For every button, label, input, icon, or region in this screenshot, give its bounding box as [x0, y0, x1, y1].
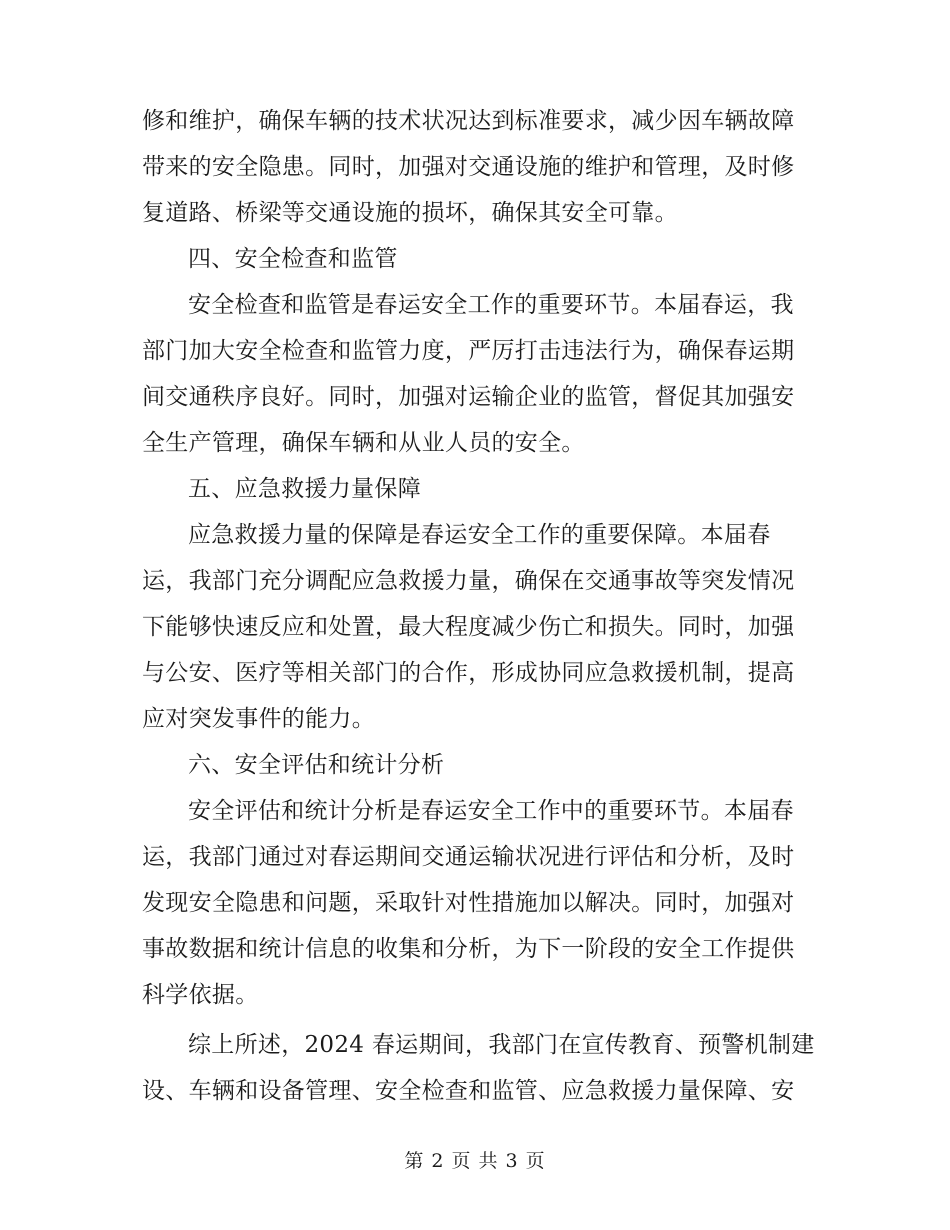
paragraph-line: 科学依据。: [142, 982, 259, 1008]
paragraph-line: 运，我部门充分调配应急救援力量，确保在交通事故等突发情况: [142, 568, 795, 594]
section-heading-4: 四、安全检查和监管: [188, 246, 398, 272]
paragraph-line: 运，我部门通过对春运期间交通运输状况进行评估和分析，及时: [142, 844, 795, 870]
page-body: [142, 98, 815, 1114]
page-number-footer: 第 2 页 共 3 页: [404, 1150, 546, 1172]
paragraph-line: 应急救援力量的保障是春运安全工作的重要保障。本届春: [188, 522, 771, 548]
summary-line: 综上所述，2024 春运期间，我部门在宣传教育、预警机制建: [188, 1032, 815, 1058]
paragraph-line: 下能够快速反应和处置，最大程度减少伤亡和损失。同时，加强: [142, 614, 795, 640]
paragraph-line: 事故数据和统计信息的收集和分析，为下一阶段的安全工作提供: [142, 936, 795, 962]
paragraph-line: 发现安全隐患和问题，采取针对性措施加以解决。同时，加强对: [142, 890, 795, 916]
paragraph-line: 修和维护，确保车辆的技术状况达到标准要求，减少因车辆故障: [142, 108, 795, 134]
paragraph-line: 应对突发事件的能力。: [142, 706, 375, 732]
paragraph-line: 带来的安全隐患。同时，加强对交通设施的维护和管理，及时修: [142, 154, 795, 180]
paragraph-line: 全生产管理，确保车辆和从业人员的安全。: [142, 430, 585, 456]
section-heading-5: 五、应急救援力量保障: [188, 476, 421, 502]
paragraph-line: 部门加大安全检查和监管力度，严厉打击违法行为，确保春运期: [142, 338, 795, 364]
paragraph-line: 安全检查和监管是春运安全工作的重要环节。本届春运，我: [188, 292, 794, 318]
summary-line: 设、车辆和设备管理、安全检查和监管、应急救援力量保障、安: [142, 1078, 795, 1104]
paragraph-line: 与公安、医疗等相关部门的合作，形成协同应急救援机制，提高: [142, 660, 795, 686]
paragraph-line: 安全评估和统计分析是春运安全工作中的重要环节。本届春: [188, 798, 794, 824]
paragraph-line: 间交通秩序良好。同时，加强对运输企业的监管，督促其加强安: [142, 384, 795, 410]
paragraph-line: 复道路、桥梁等交通设施的损坏，确保其安全可靠。: [142, 200, 678, 226]
section-heading-6: 六、安全评估和统计分析: [188, 752, 445, 778]
